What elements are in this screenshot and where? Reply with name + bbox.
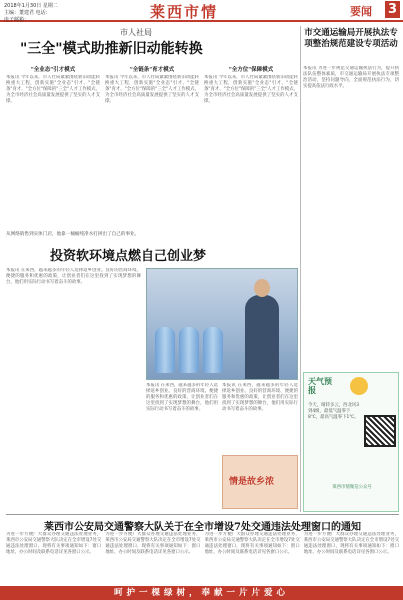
date-line: 2018年1月30日 星期二 (4, 3, 58, 9)
masthead-meta (4, 3, 58, 24)
article1-subhead-1: "全业态"引才模式 (30, 67, 76, 73)
column-divider (300, 26, 301, 512)
promo-ad (222, 455, 298, 509)
water-jug-image (155, 327, 175, 373)
masthead (0, 0, 403, 22)
article2-body: 本报讯 为进一步规范交通运输执法行为，提升执法队伍整体素质，市交通运输局开展执法专项整治活动，坚持问题导向，全面规范执法行为，切实提高依法行政水平。 (303, 66, 399, 89)
article3-body-left: 本报讯 在莱西，越来越多的年轻人选择返乡创业。良好的营商环境、便捷的服务和优惠的政策，让创业者们在这里找到了实现梦想的舞台，他们用实际行动书写着奋斗的故事。 (6, 268, 141, 285)
article4-col-2: 为进一步方便广大群众办理交通违法处理业务，莱西市公安局交通警察大队决定在全市增设7处交通违法处理窗口，现将有关事项通知如下：窗口地址、办公时间及联系电话详见各窗口公示。 (105, 532, 201, 555)
article1-text-1: 本报讯 今年以来，市人社局紧紧围绕新旧动能转换重大工程，创新实施"全业态"引才、"全链条"育才、"全方位"保障的"三全"人才工作模式，为全市经济社会高质量发展提供了坚实的人才支撑。 (6, 75, 100, 104)
water-jug-image (203, 327, 223, 373)
article2-title: 市交通运输局开展执法专项整治规范建设专项活动 (304, 28, 398, 49)
weather-footer: 莱西市情微信公众号 (332, 485, 372, 490)
article1-subhead-3: "全方位"保障模式 (228, 67, 274, 73)
article3-body-right: 本报讯 在莱西，越来越多的年轻人选择返乡创业。良好的营商环境、便捷的服务和优惠的政策，让创业者们在这里找到了实现梦想的舞台，他们用实际行动书写着奋斗的故事。 (146, 383, 218, 412)
weather-text: 今天，晴转多云，西北风3到4级，最低气温零下8℃，最高气温零下1℃。 (308, 403, 360, 420)
article3-title: 投资软环境点燃自己创业梦 (50, 249, 207, 264)
article1-text-3: 本报讯 今年以来，市人社局紧紧围绕新旧动能转换重大工程，创新实施"全业态"引才、"全链条"育才、"全方位"保障的"三全"人才工作模式，为全市经济社会高质量发展提供了坚实的人才支撑。 (204, 75, 298, 104)
article1-text-2: 本报讯 今年以来，市人社局紧紧围绕新旧动能转换重大工程，创新实施"全业态"引才、"全链条"育才、"全方位"保障的"三全"人才工作模式，为全市经济社会高质量发展提供了坚实的人才支撑。 (105, 75, 199, 104)
article4-title: 莱西市公安局交通警察大队关于在全市增设7处交通违法处理窗口的通知 (6, 514, 399, 533)
article1-title: "三全"模式助推新旧动能转换 (20, 41, 203, 57)
article4-body (6, 532, 399, 584)
person-image (245, 295, 279, 379)
article3-lead: 从网络销售到实体门店，他靠一桶桶纯净水打拼出了自己的事业。 (6, 232, 140, 237)
sun-icon (350, 377, 368, 395)
footer-slogan: 呵护一棵绿树，奉献一片片爱心 (0, 586, 403, 600)
article3-body-right-2: 本报讯 在莱西，越来越多的年轻人选择返乡创业。良好的营商环境、便捷的服务和优惠的政策，让创业者们在这里找到了实现梦想的舞台，他们用实际行动书写着奋斗的故事。 (222, 383, 298, 412)
article4-col-3: 为进一步方便广大群众办理交通违法处理业务，莱西市公安局交通警察大队决定在全市增设7处交通违法处理窗口，现将有关事项通知如下：窗口地址、办公时间及联系电话详见各窗口公示。 (204, 532, 300, 555)
paper-name: 莱西市情 (150, 3, 219, 21)
section-name: 要闻 (350, 5, 372, 18)
article1-col-1 (6, 63, 100, 223)
editor-line: 主编：董建君 电话： (4, 10, 51, 16)
water-jug-image (179, 327, 199, 373)
article1-body (6, 63, 298, 223)
article4-col-1: 为进一步方便广大群众办理交通违法处理业务，莱西市公安局交通警察大队决定在全市增设7处交通违法处理窗口，现将有关事项通知如下：窗口地址、办公时间及联系电话详见各窗口公示。 (6, 532, 102, 555)
article1-col-3 (204, 63, 298, 223)
article4-col-4: 为进一步方便广大群众办理交通违法处理业务，莱西市公安局交通警察大队决定在全市增设7处交通违法处理窗口，现将有关事项通知如下：窗口地址、办公时间及联系电话详见各窗口公示。 (303, 532, 399, 555)
article1-col-2 (105, 63, 199, 223)
page-number: 3 (385, 1, 400, 18)
news-photo (146, 268, 298, 380)
promo-ad-text: 情是故乡浓 (229, 477, 275, 487)
article1-kicker: 市人社局 (120, 28, 152, 37)
weather-box (303, 372, 399, 512)
qr-code-icon (364, 415, 396, 447)
article1-subhead-2: "全链条"育才模式 (129, 67, 175, 73)
extra-line: 电子邮箱： (4, 17, 30, 23)
weather-title: 天气预报 (308, 377, 332, 395)
